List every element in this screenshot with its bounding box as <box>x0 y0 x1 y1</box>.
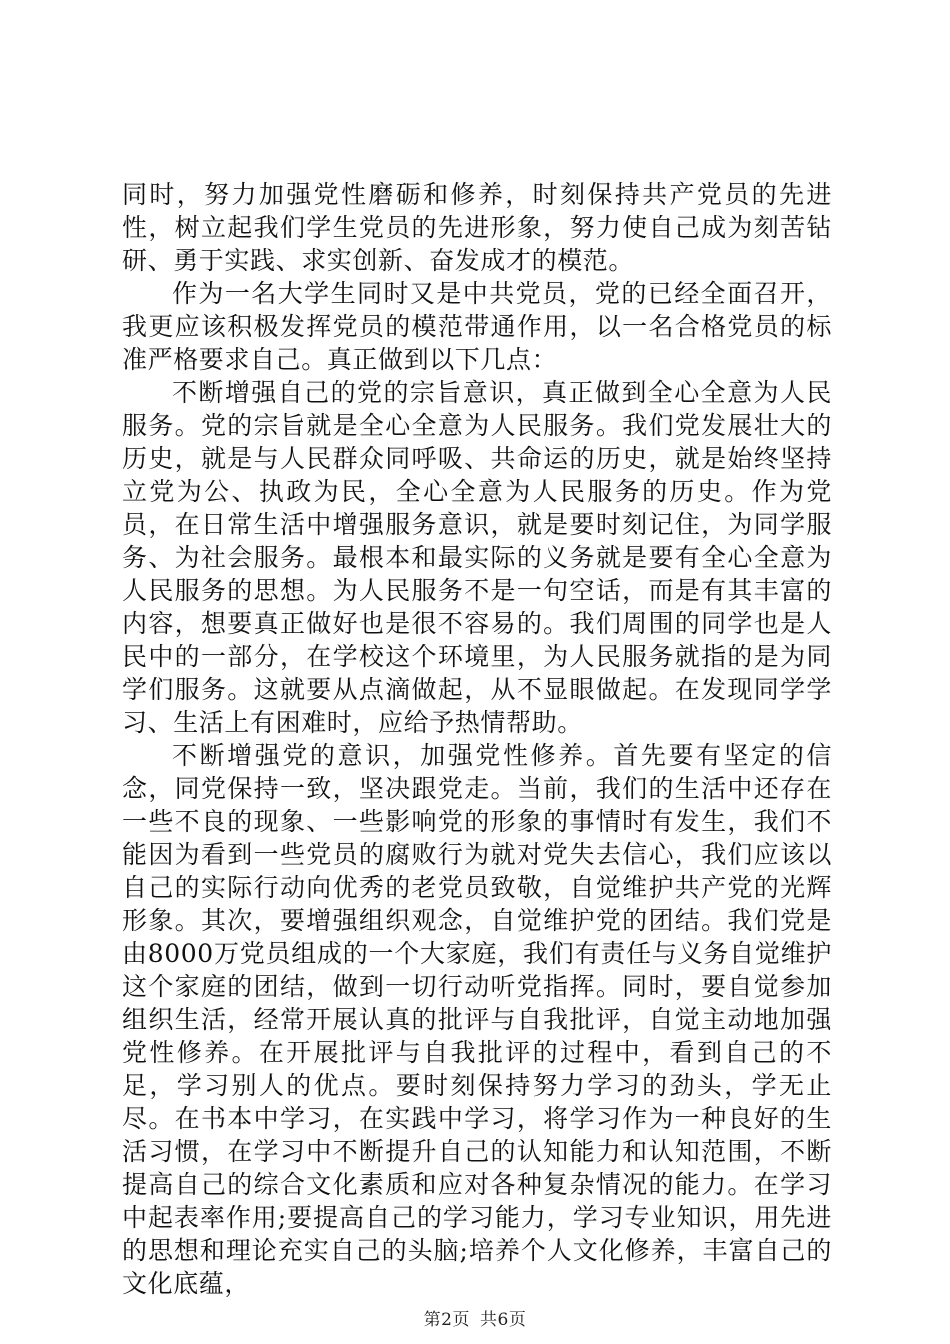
paragraph-2: 作为一名大学生同时又是中共党员，党的已经全面召开，我更应该积极发挥党员的模范带通作用，以一名合格党员的标准严格要求自己。真正做到以下几点： <box>122 279 832 374</box>
document-body <box>122 178 832 1300</box>
paragraph-1: 同时，努力加强党性磨砺和修养，时刻保持共产党员的先进性，树立起我们学生党员的先进形象，努力使自己成为刻苦钻研、勇于实践、求实创新、奋发成才的模范。 <box>122 180 832 275</box>
page-footer <box>0 1305 950 1330</box>
paragraph-3: 不断增强自己的党的宗旨意识，真正做到全心全意为人民服务。党的宗旨就是全心全意为人民服务。我们党发展壮大的历史，就是与人民群众同呼吸、共命运的历史，就是始终坚持立党为公、执政为民，全心全意为人民服务的历史。作为党员，在日常生活中增强服务意识，就是要时刻记住，为同学服务、为社会服务。最根本和最实际的义务就是要有全心全意为人民服务的思想。为人民服务不是一句空话，而是有其丰富的内容，想要真正做好也是很不容易的。我们周围的同学也是人民中的一部分，在学校这个环境里，为人民服务就指的是为同学们服务。这就要从点滴做起，从不显眼做起。在发现同学学习、生活上有困难时，应给予热情帮助。 <box>122 378 832 737</box>
page-total: 共6页 <box>480 1310 527 1330</box>
page-number: 第2页 <box>423 1310 470 1330</box>
paragraph-4: 不断增强党的意识，加强党性修养。首先要有坚定的信念，同党保持一致，坚决跟党走。当前，我们的生活中还存在一些不良的现象、一些影响党的形象的事情时有发生，我们不能因为看到一些党员的腐败行为就对党失去信心，我们应该以自己的实际行动向优秀的老党员致敬，自觉维护共产党的光辉形象。其次，要增强组织观念，自觉维护党的团结。我们党是由8000万党员组成的一个大家庭，我们有责任与义务自觉维护这个家庭的团结，做到一切行动听党指挥。同时，要自觉参加组织生活，经常开展认真的批评与自我批评，自觉主动地加强党性修养。在开展批评与自我批评的过程中，看到自己的不足，学习别人的优点。要时刻保持努力学习的劲头，学无止尽。在书本中学习，在实践中学习，将学习作为一种良好的生活习惯，在学习中不断提升自己的认知能力和认知范围，不断提高自己的综合文化素质和应对各种复杂情况的能力。在学习中起表率作用;要提高自己的学习能力，学习专业知识，用先进的思想和理论充实自己的头脑;培养个人文化修养，丰富自己的文化底蕴， <box>122 741 832 1298</box>
